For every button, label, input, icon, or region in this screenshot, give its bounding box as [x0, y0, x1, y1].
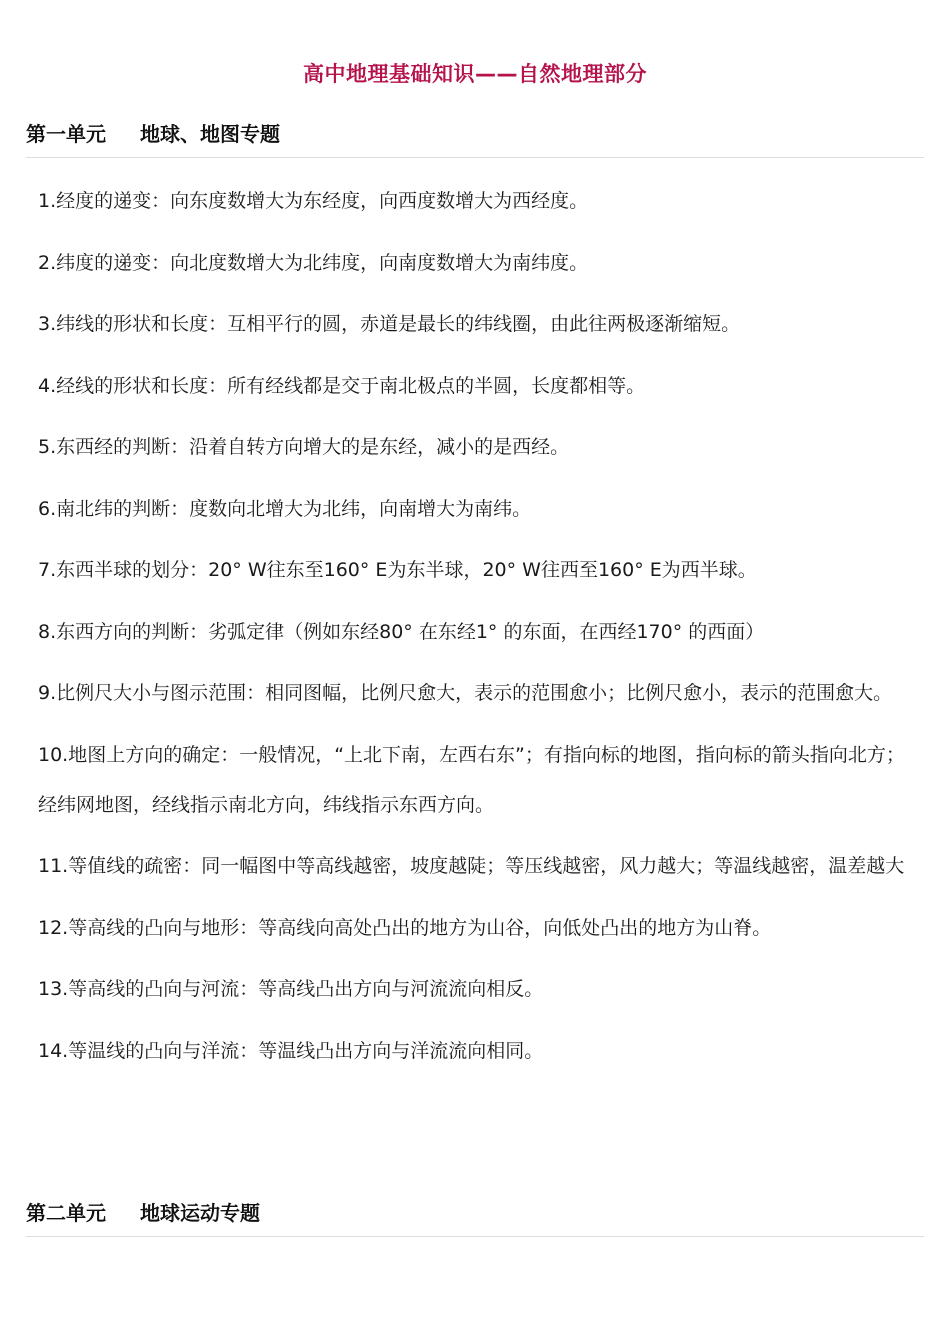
knowledge-point: 13.等高线的凸向与河流：等高线凸出方向与河流流向相反。	[38, 978, 544, 1000]
knowledge-point: 5.东西经的判断：沿着自转方向增大的是东经，减小的是西经。	[38, 436, 570, 458]
knowledge-point: 11.等值线的疏密：同一幅图中等高线越密，坡度越陡；等压线越密，风力越大；等温线越密，温差越大	[38, 855, 905, 877]
knowledge-point: 2.纬度的递变：向北度数增大为北纬度，向南度数增大为南纬度。	[38, 251, 589, 274]
knowledge-point: 12.等高线的凸向与地形：等高线向高处凸出的地方为山谷，向低处凸出的地方为山脊。	[38, 916, 772, 939]
section-unit-label: 第一单元	[26, 122, 106, 146]
section-heading-unit-2	[26, 1197, 924, 1237]
knowledge-point: 7.东西半球的划分：20° W往东至160° E为东半球，20° W往西至160° E为西半球。	[38, 559, 757, 581]
document-title: 高中地理基础知识——自然地理部分	[303, 62, 647, 86]
knowledge-point-list	[38, 176, 918, 1087]
knowledge-point: 14.等温线的凸向与洋流：等温线凸出方向与洋流流向相同。	[38, 1039, 544, 1062]
knowledge-point: 3.纬线的形状和长度：互相平行的圆，赤道是最长的纬线圈，由此往两极逐渐缩短。	[38, 313, 741, 335]
knowledge-point: 4.经线的形状和长度：所有经线都是交于南北极点的半圆，长度都相等。	[38, 374, 646, 397]
knowledge-point: 10.地图上方向的确定：一般情况，“上北下南，左西右东”；有指向标的地图，指向标的箭头指向北方；经纬网地图，经线指示南北方向，纬线指示东西方向。	[38, 743, 905, 816]
knowledge-point: 8.东西方向的判断：劣弧定律（例如东经80° 在东经1° 的东面，在西经170° 的西面）	[38, 620, 765, 643]
section-heading-unit-1	[26, 118, 924, 158]
knowledge-point: 1.经度的递变：向东度数增大为东经度，向西度数增大为西经度。	[38, 190, 589, 212]
section-topic-label: 地球、地图专题	[140, 122, 280, 146]
knowledge-point: 6.南北纬的判断：度数向北增大为北纬，向南增大为南纬。	[38, 497, 532, 520]
section-unit-label: 第二单元	[26, 1201, 106, 1225]
section-topic-label: 地球运动专题	[140, 1201, 260, 1225]
knowledge-point: 9.比例尺大小与图示范围：相同图幅，比例尺愈大，表示的范围愈小；比例尺愈小，表示的范围愈大。	[38, 682, 893, 704]
